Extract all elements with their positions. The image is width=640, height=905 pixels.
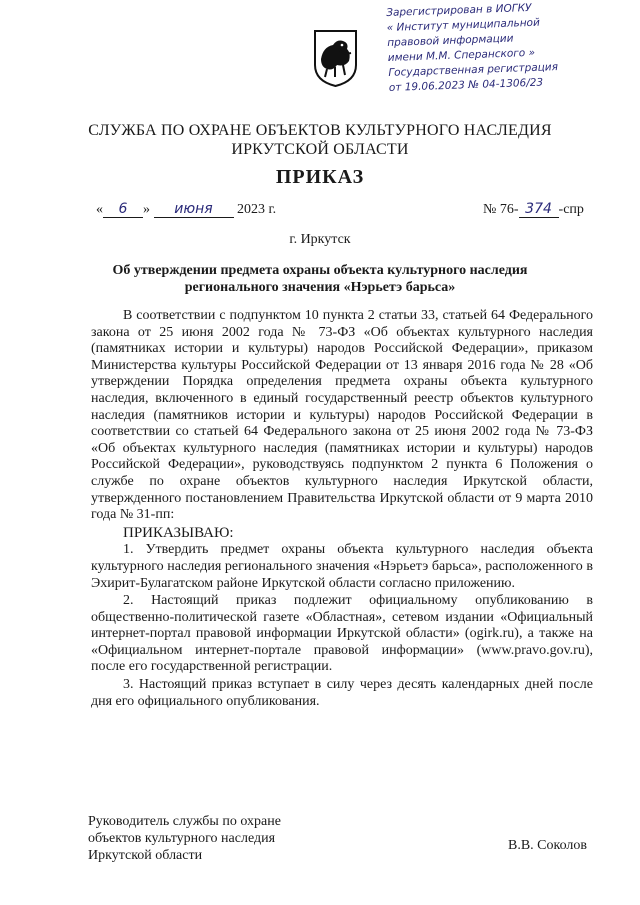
registration-stamp [386, 0, 635, 96]
number-suffix: -спр [558, 202, 584, 217]
document-date [96, 201, 276, 218]
document-subject [90, 262, 550, 296]
number-prefix: № 76- [483, 202, 519, 217]
date-quote-open: « [96, 202, 103, 217]
order-item: 2. Настоящий приказ подлежит официальному опубликованию в общественно-политической газете «Областная», сетевом издании «Официальный интернет-портал правовой информации Иркутской области» (ogirk.ru), а также на «Официальном интернет-портале правовой информации» (www.pravo.gov.ru), после его государственной регистрации. [91, 593, 593, 675]
signatory-title-line: объектов культурного наследия [88, 831, 276, 846]
agency-line: СЛУЖБА ПО ОХРАНЕ ОБЪЕКТОВ КУЛЬТУРНОГО НАСЛЕДИЯ [88, 122, 552, 139]
stamp-line: правовой информации [387, 32, 514, 49]
preamble-paragraph: В соответствии с подпунктом 10 пункта 2 статьи 33, статьей 64 Федерального закона от 25 июня 2002 года № 73-ФЗ «Об объектах культурного наследия (памятниках истории и культуры) народов Российской Федерации», приказом Министерства культуры Российской Федерации от 13 января 2016 года № 28 «Об утверждении Порядка определения предмета охраны объекта культурного наследия, включенного в единый государственный реестр объектов культурного наследия (памятников истории и культуры) народов Российской Федерации в соответствии со статьей 64 Федерального закона от 25 июня 2002 года № 73-ФЗ «Об объектах культурного наследия (памятниках истории и культуры) народов Российской Федерации», руководствуясь подпунктом 2 пункта 6 Положения о службе по охране объектов культурного наследия Иркутской области, утвержденного постановлением Правительства Иркутской области от 9 марта 2010 года № 31-пп: [91, 308, 593, 523]
agency-line: ИРКУТСКОЙ ОБЛАСТИ [231, 141, 409, 158]
date-quote-close: » [143, 202, 150, 217]
signatory-title [88, 813, 281, 864]
date-month: июня [154, 201, 234, 218]
order-item: 3. Настоящий приказ вступает в силу через десять календарных дней после дня его официального опубликования. [91, 677, 593, 709]
order-word: ПРИКАЗЫВАЮ: [123, 524, 234, 541]
document-type-title: ПРИКАЗ [275, 166, 365, 188]
agency-name [80, 121, 560, 159]
subject-line: регионального значения «Нэрьетэ барьса» [184, 280, 456, 295]
signatory-title-line: Руководитель службы по охране [88, 814, 281, 829]
stamp-line: Государственная регистрация [388, 61, 559, 79]
order-item: 1. Утвердить предмет охраны объекта культурного наследия объекта культурного наследия регионального значения «Нэрьетэ барьса», расположенного в Эхирит-Булагатском районе Иркутской области согласно приложению. [91, 542, 593, 591]
signatory-title-line: Иркутской области [88, 848, 203, 863]
stamp-line: Зарегистрирован в ИОГКУ [386, 1, 532, 19]
date-day: 6 [103, 201, 143, 218]
city-name: г. Иркутск [289, 232, 351, 247]
stamp-line: « Институт муниципальной [386, 16, 541, 34]
coat-of-arms-irkutsk-icon [313, 29, 358, 87]
stamp-line: от 19.06.2023 № 04-1306/23 [388, 76, 544, 94]
document-body [91, 308, 593, 710]
subject-line: Об утверждении предмета охраны объекта культурного наследия [112, 263, 528, 278]
stamp-line: имени М.М. Сперанского » [387, 46, 536, 64]
document-number [483, 201, 584, 218]
signatory-name: В.В. Соколов [508, 838, 588, 853]
number-value: 374 [519, 201, 559, 218]
date-year: 2023 г. [237, 202, 277, 217]
